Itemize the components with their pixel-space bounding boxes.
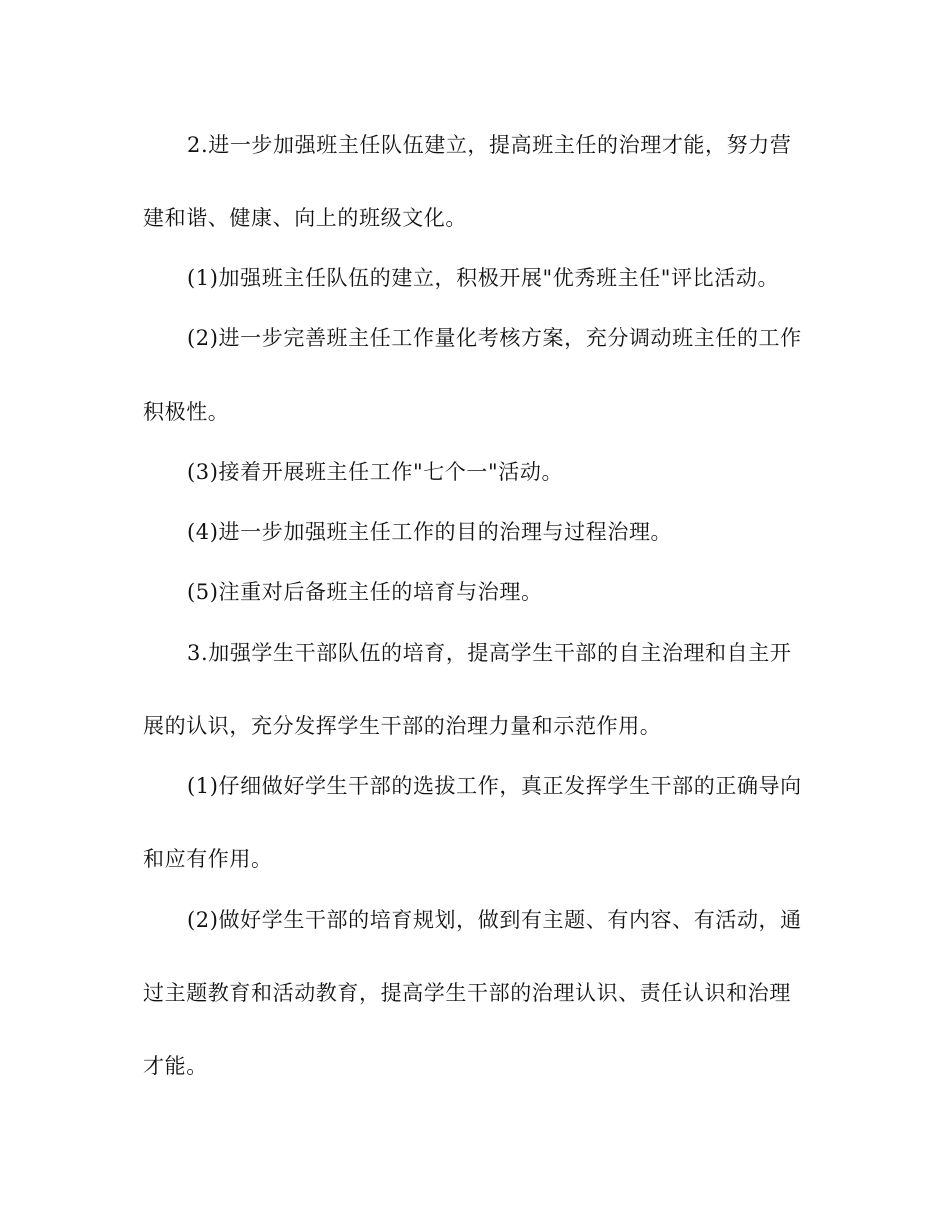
text-line: 积极性。	[143, 400, 230, 424]
text-line: 3.加强学生干部队伍的培育，提高学生干部的自主治理和自主开	[187, 641, 792, 665]
text-line: (4)进一步加强班主任工作的目的治理与过程治理。	[187, 520, 673, 544]
text-line: (1)加强班主任队伍的建立，积极开展"优秀班主任"评比活动。	[187, 266, 780, 290]
text-line: (3)接着开展班主任工作"七个一"活动。	[187, 460, 564, 484]
text-line: 过主题教育和活动教育，提高学生干部的治理认识、责任认识和治理	[143, 981, 791, 1005]
text-line: 和应有作用。	[143, 847, 273, 871]
text-line: 展的认识，充分发挥学生干部的治理力量和示范作用。	[143, 714, 662, 738]
text-line: (1)仔细做好学生干部的选拔工作，真正发挥学生干部的正确导向	[187, 774, 802, 798]
text-line: 建和谐、健康、向上的班级文化。	[143, 206, 467, 230]
text-line: (2)做好学生干部的培育规划，做到有主题、有内容、有活动，通	[187, 908, 802, 932]
text-line: 2.进一步加强班主任队伍建立，提高班主任的治理才能，努力营	[187, 133, 792, 157]
text-line: 才能。	[143, 1054, 208, 1078]
text-line: (2)进一步完善班主任工作量化考核方案，充分调动班主任的工作	[187, 326, 802, 350]
text-line: (5)注重对后备班主任的培育与治理。	[187, 580, 543, 604]
